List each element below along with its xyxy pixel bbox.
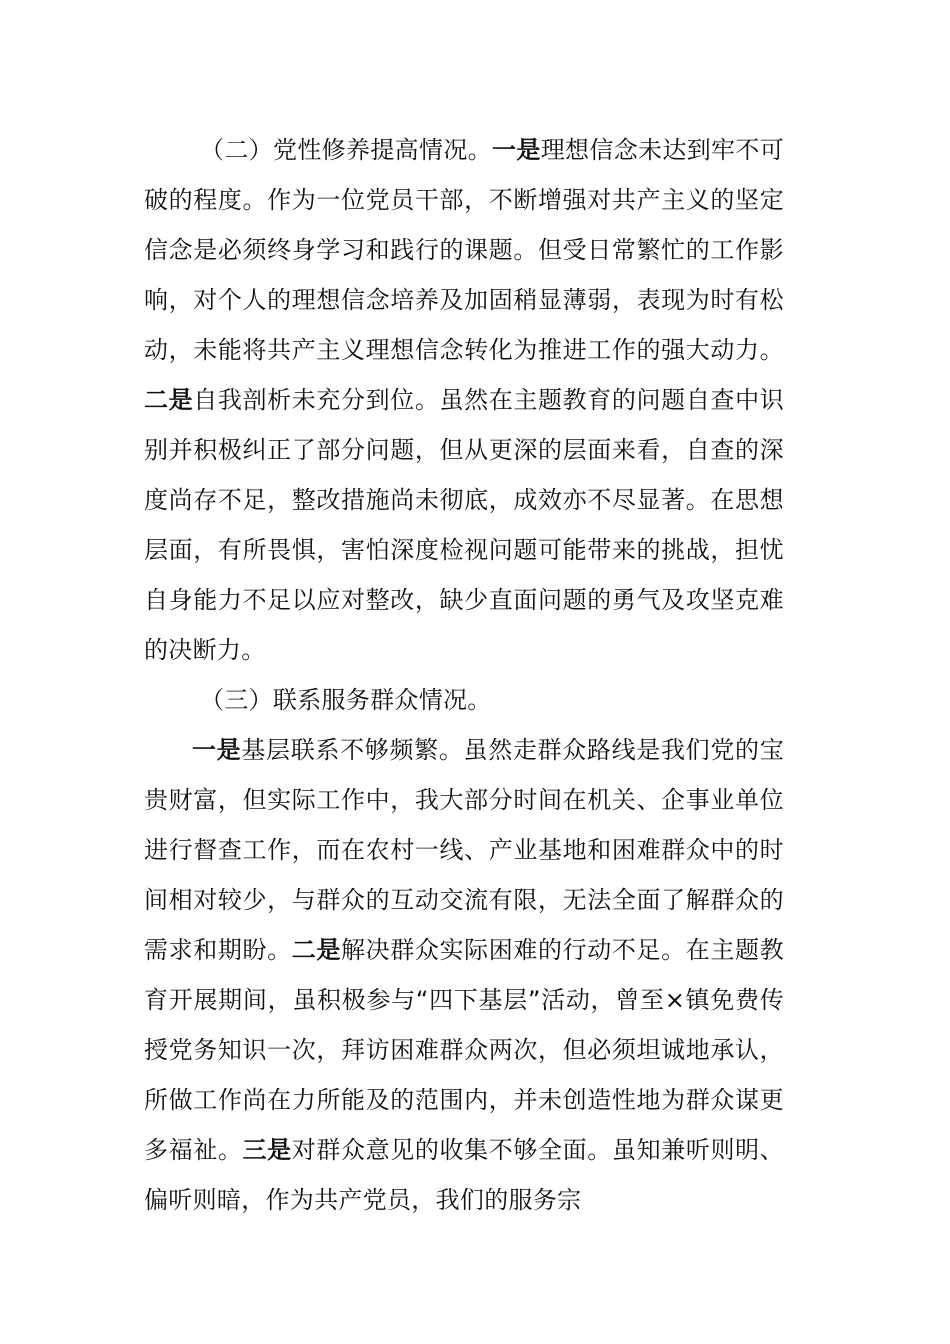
bold-marker: 三是 <box>242 1136 292 1164</box>
text-segment: 基层联系不够频繁。虽然走群众路线是我们党的宝贵财富，但实际工作中，我大部分时间在机关、企事业单位进行督查工作，而在农村一线、产业基地和困难群众中的时间相对较少，与群众的互动交流有限，无法全面了解群众的需求和期盼。 <box>144 736 784 964</box>
text-segment: 解决群众实际困难的行动不足。在主题教育开展期间，虽积极参与“四下基层”活动，曾至×镇免费传授党务知识一次，拜访困难群众两次，但必须坦诚地承认，所做工作尚在力所能及的范围内，并未创造性地为群众谋更多福祉。 <box>144 936 784 1164</box>
text-segment: 理想信念未达到牢不可破的程度。作为一位党员干部，不断增强对共产主义的坚定信念是必须终身学习和践行的课题。但受日常繁忙的工作影响，对个人的理想信念培养及加固稍显薄弱，表现为时有松动，未能将共产主义理想信念转化为推进工作的强大动力。 <box>144 136 784 364</box>
text-segment: 自我剖析未充分到位。虽然在主题教育的问题自查中识别并积极纠正了部分问题，但从更深的层面来看，自查的深度尚存不足，整改措施尚未彻底，成效亦不尽显著。在思想层面，有所畏惧，害怕深度检视问题可能带来的挑战，担忧自身能力不足以应对整改，缺少直面问题的勇气及攻坚克难的决断力。 <box>144 386 784 664</box>
text-segment: （二）党性修养提高情况。 <box>200 136 493 164</box>
text-segment: 对群众意见的收集不够全面。虽知兼听则明、偏听则暗，作为共产党员，我们的服务宗 <box>144 1136 785 1214</box>
bold-marker: 二是 <box>144 386 194 414</box>
bold-marker: 二是 <box>291 936 342 964</box>
heading-text: （三）联系服务群众情况。 <box>200 686 492 714</box>
paragraph-serving-masses <box>144 725 784 1225</box>
document-body <box>144 125 784 1225</box>
section-heading-serving-masses <box>144 675 784 725</box>
paragraph-party-spirit <box>144 125 784 675</box>
bold-marker: 一是 <box>192 736 242 764</box>
bold-marker: 一是 <box>492 136 541 164</box>
